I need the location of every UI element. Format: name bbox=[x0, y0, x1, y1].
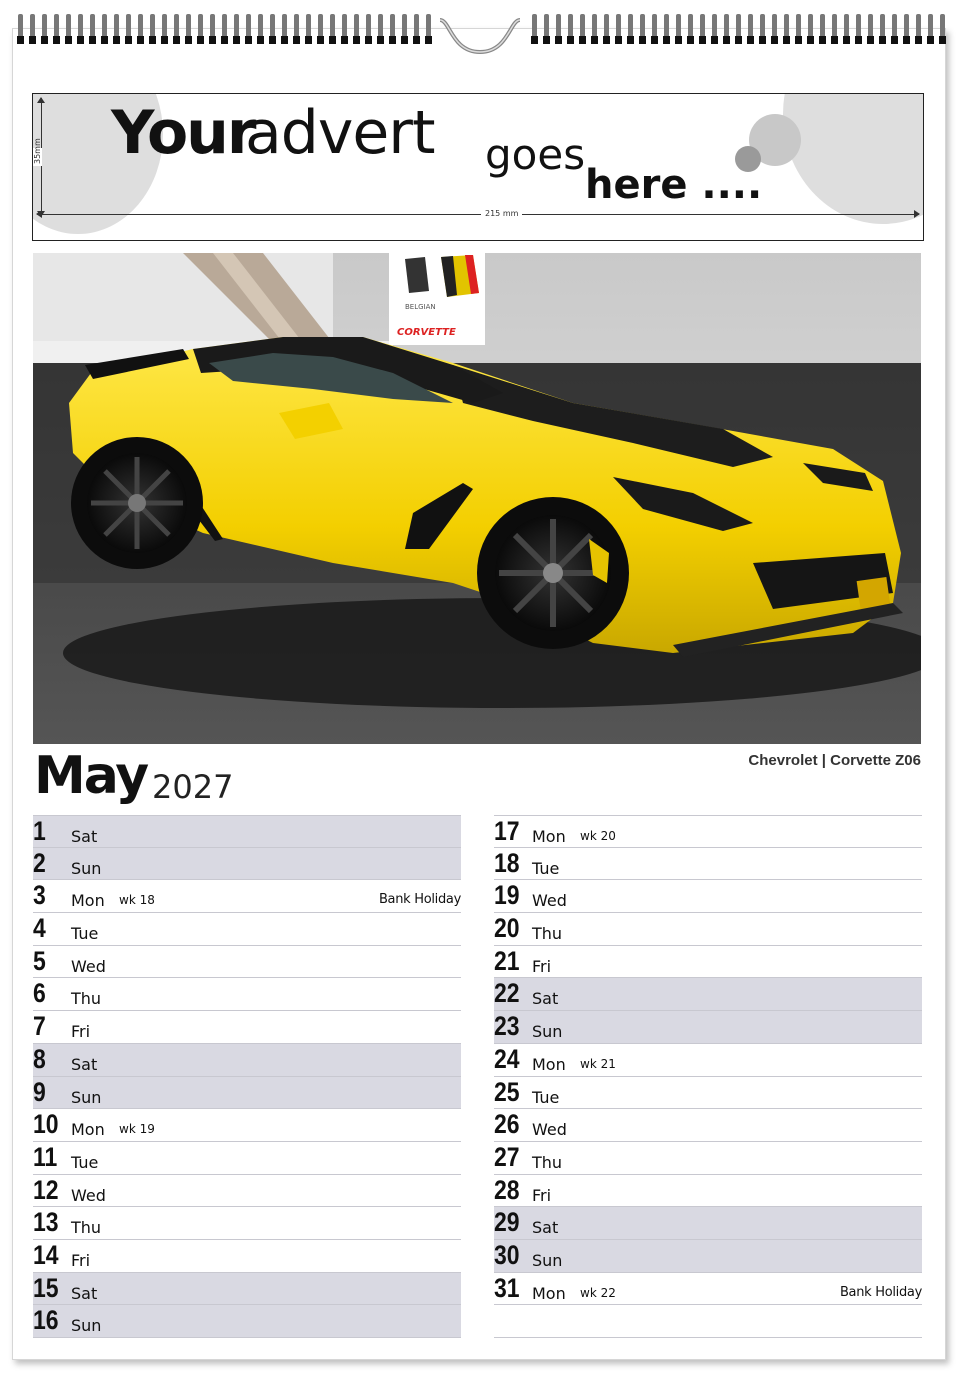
binding-hole bbox=[161, 36, 168, 44]
photo-caption: Chevrolet | Corvette Z06 bbox=[748, 752, 921, 769]
binding-hole bbox=[425, 36, 432, 44]
binding-hole bbox=[603, 36, 610, 44]
day-column-right bbox=[494, 815, 922, 1338]
day-number: 18 bbox=[494, 847, 520, 878]
binding-hole bbox=[173, 36, 180, 44]
car-illustration bbox=[33, 253, 921, 744]
day-note: Bank Holiday bbox=[378, 892, 461, 908]
sign-brand: CORVETTE bbox=[397, 327, 456, 338]
day-number: 6 bbox=[33, 978, 46, 1009]
day-row bbox=[494, 1044, 922, 1077]
binding-hole bbox=[305, 36, 312, 44]
day-name: Mon bbox=[71, 891, 105, 911]
day-number: 24 bbox=[494, 1043, 520, 1074]
binding-hole bbox=[843, 36, 850, 44]
day-row bbox=[494, 880, 922, 913]
binding-hole bbox=[29, 36, 36, 44]
binding-hole bbox=[783, 36, 790, 44]
day-number: 23 bbox=[494, 1011, 520, 1042]
day-row bbox=[494, 946, 922, 979]
binding-hole bbox=[915, 36, 922, 44]
binding-hole bbox=[543, 36, 550, 44]
day-row bbox=[494, 815, 922, 848]
binding-hole bbox=[651, 36, 658, 44]
day-row bbox=[33, 946, 461, 979]
day-row bbox=[33, 1011, 461, 1044]
binding-hole bbox=[747, 36, 754, 44]
advert-line-regular: advert bbox=[245, 98, 435, 168]
day-row bbox=[494, 1273, 922, 1306]
binding-hole bbox=[137, 36, 144, 44]
day-name: Fri bbox=[532, 956, 552, 976]
binding-hole bbox=[795, 36, 802, 44]
week-number: wk 22 bbox=[580, 1285, 616, 1300]
week-number: wk 18 bbox=[119, 893, 155, 908]
binding-hole bbox=[149, 36, 156, 44]
day-name: Fri bbox=[71, 1250, 91, 1270]
day-row bbox=[494, 1142, 922, 1175]
day-row bbox=[33, 1273, 461, 1306]
day-name: Sat bbox=[71, 1283, 98, 1303]
week-number: wk 21 bbox=[580, 1056, 616, 1071]
day-number: 19 bbox=[494, 880, 520, 911]
day-name: Sun bbox=[71, 1316, 102, 1336]
advert-placeholder bbox=[32, 93, 924, 241]
day-name: Tue bbox=[71, 1152, 99, 1172]
day-number: 21 bbox=[494, 945, 520, 976]
day-row bbox=[33, 1044, 461, 1077]
binding-hole bbox=[855, 36, 862, 44]
day-name: Wed bbox=[532, 1120, 567, 1140]
day-name: Fri bbox=[532, 1185, 552, 1205]
day-row bbox=[494, 978, 922, 1011]
day-name: Tue bbox=[71, 924, 99, 944]
binding-hole bbox=[377, 36, 384, 44]
binding-hole bbox=[639, 36, 646, 44]
day-number: 11 bbox=[33, 1141, 58, 1172]
day-name: Mon bbox=[532, 1054, 566, 1074]
day-number: 16 bbox=[33, 1305, 59, 1336]
day-row bbox=[33, 1240, 461, 1273]
day-name: Sun bbox=[71, 858, 102, 878]
advert-line-bold: Your bbox=[111, 98, 255, 168]
binding-hole bbox=[579, 36, 586, 44]
day-name: Tue bbox=[532, 858, 560, 878]
binding-hole bbox=[245, 36, 252, 44]
day-row bbox=[33, 880, 461, 913]
day-number: 10 bbox=[33, 1109, 59, 1140]
binding-hole bbox=[389, 36, 396, 44]
day-row bbox=[494, 913, 922, 946]
binding-hole bbox=[555, 36, 562, 44]
day-name: Sun bbox=[71, 1087, 102, 1107]
sign-text: BELGIAN bbox=[405, 303, 436, 311]
binding-hole bbox=[221, 36, 228, 44]
decor-circle-right bbox=[783, 93, 924, 224]
binding-hole bbox=[615, 36, 622, 44]
height-dimension-label: 35mm bbox=[33, 138, 42, 164]
binding-hole bbox=[711, 36, 718, 44]
binding-hole bbox=[939, 36, 946, 44]
binding-hole bbox=[353, 36, 360, 44]
binding-hole bbox=[233, 36, 240, 44]
binding-hole bbox=[269, 36, 276, 44]
day-row bbox=[494, 1175, 922, 1208]
binding-hole bbox=[89, 36, 96, 44]
day-name: Thu bbox=[71, 989, 102, 1009]
width-dimension-label: 215 mm bbox=[481, 209, 522, 218]
binding-hole bbox=[365, 36, 372, 44]
binding-hole bbox=[77, 36, 84, 44]
day-number: 28 bbox=[494, 1174, 520, 1205]
day-number: 31 bbox=[494, 1272, 520, 1303]
week-number: wk 20 bbox=[580, 829, 616, 843]
day-number: 4 bbox=[33, 913, 46, 944]
binding-hole bbox=[927, 36, 934, 44]
day-row bbox=[33, 1109, 461, 1142]
day-name: Sat bbox=[532, 1218, 559, 1238]
day-name: Sat bbox=[71, 827, 98, 846]
day-name: Wed bbox=[71, 956, 106, 976]
binding-hole bbox=[101, 36, 108, 44]
day-name: Mon bbox=[532, 827, 566, 846]
width-dimension-line bbox=[37, 214, 919, 215]
binding-hole bbox=[735, 36, 742, 44]
day-row bbox=[494, 1077, 922, 1110]
day-row bbox=[33, 978, 461, 1011]
day-name: Wed bbox=[71, 1185, 106, 1205]
day-number: 30 bbox=[494, 1239, 520, 1270]
day-name: Wed bbox=[532, 891, 567, 911]
day-row bbox=[33, 1305, 461, 1338]
day-number: 27 bbox=[494, 1141, 520, 1172]
day-row bbox=[494, 1011, 922, 1044]
binding-hole bbox=[819, 36, 826, 44]
day-name: Sat bbox=[71, 1054, 98, 1074]
binding-hole bbox=[663, 36, 670, 44]
day-row bbox=[33, 913, 461, 946]
day-number: 9 bbox=[33, 1076, 46, 1107]
binding-hole bbox=[771, 36, 778, 44]
day-name: Thu bbox=[71, 1218, 102, 1238]
binding-hole bbox=[329, 36, 336, 44]
binding-hole bbox=[185, 36, 192, 44]
year-title: 2027 bbox=[152, 768, 234, 806]
binding-hole bbox=[699, 36, 706, 44]
day-row bbox=[33, 1175, 461, 1208]
day-number: 7 bbox=[33, 1011, 46, 1042]
binding-hole bbox=[281, 36, 288, 44]
day-number: 8 bbox=[33, 1043, 46, 1074]
binding-hole bbox=[257, 36, 264, 44]
binding-hole bbox=[903, 36, 910, 44]
day-name: Sat bbox=[532, 989, 559, 1009]
binding-hole bbox=[17, 36, 24, 44]
binding-hole bbox=[891, 36, 898, 44]
day-row bbox=[494, 1207, 922, 1240]
binding-hole bbox=[759, 36, 766, 44]
day-number: 20 bbox=[494, 913, 520, 944]
binding-hole bbox=[317, 36, 324, 44]
binding-hole bbox=[531, 36, 538, 44]
day-number: 1 bbox=[33, 816, 46, 846]
day-number: 15 bbox=[33, 1272, 59, 1303]
binding-hole bbox=[675, 36, 682, 44]
binding-hole bbox=[831, 36, 838, 44]
binding-hole bbox=[627, 36, 634, 44]
day-column-left bbox=[33, 815, 461, 1338]
day-number: 14 bbox=[33, 1239, 59, 1270]
day-note: Bank Holiday bbox=[839, 1284, 922, 1300]
binding-hole bbox=[209, 36, 216, 44]
advert-line-here: here .... bbox=[585, 162, 763, 208]
day-number: 29 bbox=[494, 1207, 520, 1238]
binding-hole bbox=[807, 36, 814, 44]
day-row bbox=[494, 1240, 922, 1273]
day-name: Thu bbox=[532, 1152, 563, 1172]
day-name: Sun bbox=[532, 1250, 563, 1270]
day-number: 17 bbox=[494, 816, 520, 846]
day-number: 2 bbox=[33, 847, 46, 878]
binding-hole bbox=[41, 36, 48, 44]
car-photo bbox=[33, 253, 921, 744]
day-name: Thu bbox=[532, 924, 563, 944]
binding-hole bbox=[341, 36, 348, 44]
month-title: May bbox=[34, 746, 148, 806]
day-row bbox=[33, 848, 461, 881]
binding-hole bbox=[591, 36, 598, 44]
day-number: 22 bbox=[494, 978, 520, 1009]
binding-hole bbox=[867, 36, 874, 44]
binding-hole bbox=[687, 36, 694, 44]
day-number: 5 bbox=[33, 945, 46, 976]
day-number: 13 bbox=[33, 1207, 59, 1238]
day-row bbox=[33, 815, 461, 848]
day-row bbox=[33, 1077, 461, 1110]
binding-hole bbox=[125, 36, 132, 44]
binding-hole bbox=[413, 36, 420, 44]
day-number: 26 bbox=[494, 1109, 520, 1140]
binding-hole bbox=[293, 36, 300, 44]
binding-hole bbox=[401, 36, 408, 44]
day-name: Mon bbox=[71, 1120, 105, 1140]
wire-binding bbox=[0, 0, 961, 60]
binding-hole bbox=[53, 36, 60, 44]
day-number: 3 bbox=[33, 880, 46, 911]
day-row bbox=[494, 1305, 922, 1338]
binding-hole bbox=[567, 36, 574, 44]
binding-hole bbox=[879, 36, 886, 44]
binding-hole bbox=[65, 36, 72, 44]
day-name: Mon bbox=[532, 1283, 566, 1303]
binding-hole bbox=[113, 36, 120, 44]
day-row bbox=[33, 1207, 461, 1240]
day-number: 12 bbox=[33, 1174, 59, 1205]
day-number: 25 bbox=[494, 1076, 520, 1107]
day-row bbox=[494, 848, 922, 881]
week-number: wk 19 bbox=[119, 1122, 155, 1137]
binding-hole bbox=[723, 36, 730, 44]
binding-hole bbox=[197, 36, 204, 44]
day-row bbox=[33, 1142, 461, 1175]
day-name: Sun bbox=[532, 1022, 563, 1042]
advert-line-goes: goes bbox=[485, 130, 586, 179]
day-name: Fri bbox=[71, 1022, 91, 1042]
day-row bbox=[494, 1109, 922, 1142]
day-name: Tue bbox=[532, 1087, 560, 1107]
